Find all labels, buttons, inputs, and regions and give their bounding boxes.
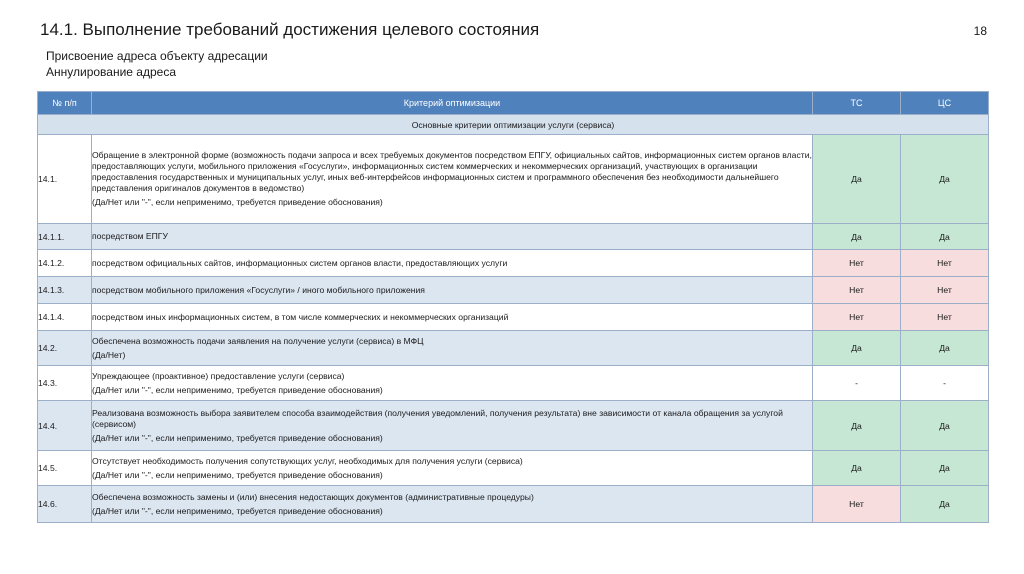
cs-value: Да [901,331,989,366]
row-criterion [92,304,813,331]
column-header-criterion: Критерий оптимизации [92,92,813,115]
criterion-note: (Да/Нет или "-", если неприменимо, требуется приведение обоснования) [92,197,383,207]
cs-value: Да [901,451,989,486]
criterion-text: Обеспечена возможность замены и (или) внесения недостающих документов (административные процедуры) [92,491,534,502]
cs-value: - [901,366,989,401]
criterion-note: (Да/Нет) [92,349,126,360]
criterion-text: Упреждающее (проактивное) предоставление услуги (сервиса) [92,370,345,381]
table-header-row [38,92,989,115]
tc-value: Да [813,331,901,366]
tc-value: Нет [813,277,901,304]
row-number: 14.4. [38,401,92,451]
criterion-text: Реализована возможность выбора заявителем способа взаимодействия (получения уведомлений, получения результата) вне зависимости от канала обращения за услугой (сервисом) [92,407,783,429]
cs-value: Нет [901,250,989,277]
criterion-text: посредством официальных сайтов, информационных систем органов власти, предоставляющих услуги [92,257,508,268]
cs-value: Нет [901,304,989,331]
row-criterion [92,250,813,277]
row-criterion [92,135,813,224]
section-row [38,115,989,135]
tc-value: Нет [813,250,901,277]
cs-value: Да [901,401,989,451]
slide-title: 14.1. Выполнение требований достижения целевого состояния [40,20,540,39]
tc-value: Нет [813,486,901,523]
row-criterion [92,366,813,401]
cs-value: Да [901,486,989,523]
row-criterion [92,224,813,250]
row-number: 14.1.4. [38,304,92,331]
column-header-num: № п/п [38,92,92,115]
table-row [38,486,989,523]
row-criterion [92,331,813,366]
tc-value: Да [813,401,901,451]
table-row [38,224,989,250]
section-label: Основные критерии оптимизации услуги (сервиса) [38,115,989,135]
row-number: 14.6. [38,486,92,523]
table-row [38,366,989,401]
row-criterion [92,451,813,486]
criteria-table [37,91,989,523]
criterion-note: (Да/Нет или "-", если неприменимо, требуется приведение обоснования) [92,432,383,443]
row-number: 14.1.2. [38,250,92,277]
row-number: 14.1. [38,135,92,224]
criterion-text: посредством ЕПГУ [92,231,168,241]
tc-value: Нет [813,304,901,331]
row-number: 14.1.3. [38,277,92,304]
row-number: 14.2. [38,331,92,366]
criterion-note: (Да/Нет или "-", если неприменимо, требуется приведение обоснования) [92,384,383,395]
tc-value: Да [813,224,901,250]
criterion-text: Обеспечена возможность подачи заявления на получение услуги (сервиса) в МФЦ [92,335,424,346]
criterion-note: (Да/Нет или "-", если неприменимо, требуется приведение обоснования) [92,505,383,516]
table-row [38,277,989,304]
table-row [38,401,989,451]
column-header-cs: ЦС [901,92,989,115]
criterion-text: посредством иных информационных систем, в том числе коммерческих и некоммерческих организаций [92,311,509,322]
table-row [38,250,989,277]
table-row [38,451,989,486]
criterion-text: Отсутствует необходимость получения сопутствующих услуг, необходимых для получения услуги (сервиса) [92,455,523,466]
row-criterion [92,401,813,451]
row-number: 14.1.1. [38,224,92,250]
row-criterion [92,277,813,304]
row-number: 14.3. [38,366,92,401]
subtitle-line-2: Аннулирование адреса [46,65,176,79]
tc-value: Да [813,451,901,486]
tc-value: Да [813,135,901,224]
row-number: 14.5. [38,451,92,486]
table-row [38,304,989,331]
table-row [38,135,989,224]
cs-value: Да [901,224,989,250]
cs-value: Нет [901,277,989,304]
row-criterion [92,486,813,523]
table-row [38,331,989,366]
criterion-text: Обращение в электронной форме (возможность подачи запроса и всех требуемых документов посредством ЕПГУ, официальных сайтов, информационных систем органов власти, предоставляющих услуги, мобильного приложения «Госуслуги», информационных систем коммерческих и некоммерческих организаций, участвующих в организации предоставления государственных и муниципальных услуг, иных веб-интерфейсов информационных систем и программного обеспечения без необходимости дальнейшего представления оригиналов документов в ведомство) [92,150,812,193]
column-header-tc: ТС [813,92,901,115]
criterion-note: (Да/Нет или "-", если неприменимо, требуется приведение обоснования) [92,469,383,480]
subtitle-line-1: Присвоение адреса объекту адресации [46,49,268,63]
page-number: 18 [973,24,987,38]
tc-value: - [813,366,901,401]
criterion-text: посредством мобильного приложения «Госуслуги» / иного мобильного приложения [92,284,425,295]
cs-value: Да [901,135,989,224]
